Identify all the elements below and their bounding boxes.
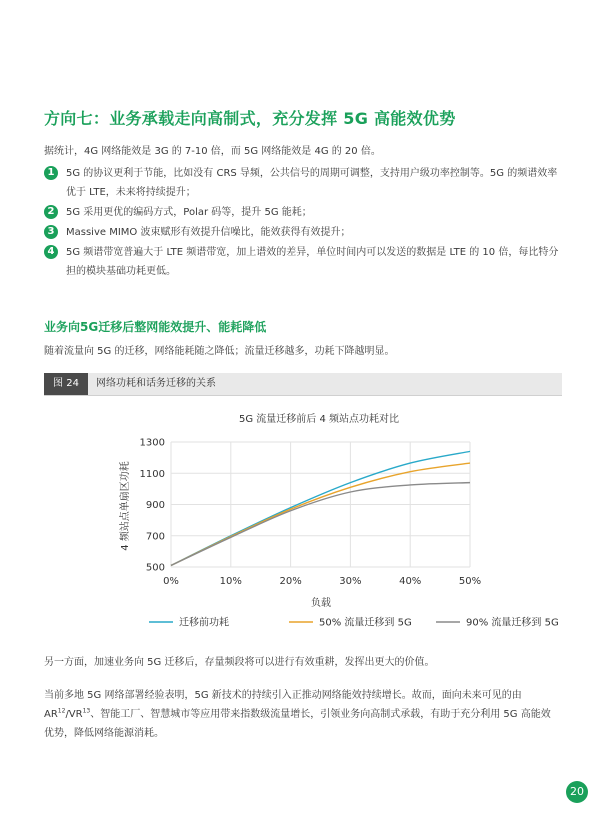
- intro-paragraph: 据统计，4G 网络能效是 3G 的 7-10 倍，而 5G 网络能效是 4G 的 20 倍。: [44, 146, 381, 157]
- figure-label: 图 24: [44, 373, 88, 395]
- chart-grid: [171, 442, 470, 567]
- conclusion-text-1: 当前多地 5G 网络部署经验表明，5G 新技术的持续引入正推动网络能效持续增长。故而，面向未来可见的由 AR: [44, 690, 522, 720]
- numbered-list: [44, 164, 564, 282]
- list-item-text: 5G 采用更优的编码方式，Polar 码等，提升 5G 能耗；: [66, 207, 312, 218]
- list-item: [44, 223, 564, 242]
- y-tick-label: 500: [145, 562, 165, 574]
- list-number-badge: 4: [44, 245, 58, 259]
- series-line-2: [171, 463, 470, 565]
- paragraph-refarming: 另一方面，加速业务向 5G 迁移后，存量频段将可以进行有效重耕，发挥出更大的价值。: [44, 657, 435, 668]
- conclusion-text-2: /VR: [65, 709, 83, 720]
- x-tick-label: 20%: [279, 576, 302, 587]
- list-number-badge: 1: [44, 166, 58, 180]
- page-number-badge: 20: [566, 781, 588, 803]
- figure-caption-bar: [44, 373, 562, 396]
- x-tick-label: 10%: [219, 576, 242, 587]
- legend-label-2: 50% 流量迁移到 5G: [319, 617, 412, 629]
- list-item: [44, 243, 564, 281]
- footnote-ref-13[interactable]: 13: [82, 707, 91, 715]
- x-tick-label: 30%: [339, 576, 362, 587]
- chart-title: 5G 流量迁移前后 4 频站点功耗对比: [238, 414, 400, 425]
- y-tick-label: 1100: [139, 468, 165, 480]
- chart-ticks: [140, 438, 482, 588]
- list-item: [44, 203, 564, 222]
- chart-legend: [149, 616, 559, 629]
- subsection-paragraph: 随着流量向 5G 的迁移，网络能耗随之降低；流量迁移越多，功耗下降越明显。: [44, 346, 395, 357]
- x-tick-label: 0%: [163, 576, 179, 587]
- legend-label-3: 90% 流量迁移到 5G: [466, 617, 559, 629]
- footnote-ref-12[interactable]: 12: [57, 707, 66, 715]
- legend-label-1: 迁移前功耗: [179, 617, 229, 629]
- power-consumption-chart: [44, 400, 562, 640]
- list-number-badge: 2: [44, 205, 58, 219]
- list-item-text: Massive MIMO 波束赋形有效提升信噪比，能效获得有效提升；: [66, 227, 351, 238]
- x-tick-label: 40%: [399, 576, 422, 587]
- x-tick-label: 50%: [458, 576, 482, 587]
- subsection-heading: 业务向5G迁移后整网能效提升、能耗降低: [44, 320, 267, 334]
- figure-title: 网络功耗和话务迁移的关系: [96, 378, 216, 389]
- list-item-text: 5G 频谱带宽普遍大于 LTE 频谱带宽，加上谱效的差异，单位时间内可以发送的数据是 LTE 的 10 倍，每比特分担的模块基础功耗更低。: [66, 247, 559, 277]
- y-tick-label: 700: [145, 531, 165, 543]
- list-item-text: 5G 的协议更利于节能，比如没有 CRS 导频，公共信号的周期可调整，支持用户级功率控制等。5G 的频谱效率优于 LTE，未来将持续提升；: [66, 168, 558, 198]
- y-tick-label: 900: [145, 500, 165, 511]
- list-number-badge: 3: [44, 225, 58, 239]
- conclusion-text-3: 、智能工厂、智慧城市等应用带来指数级流量增长，引领业务向高制式承载，有助于充分利用 5G 高能效优势，降低网络能源消耗。: [44, 709, 551, 739]
- y-tick-label: 1300: [139, 437, 165, 449]
- x-axis-label: 负载: [311, 598, 331, 609]
- chart-lines: [171, 451, 470, 565]
- section-heading: 方向七：业务承载走向高制式，充分发挥 5G 高能效优势: [44, 109, 456, 128]
- y-axis-label: 4 频站点单扇区功耗: [120, 461, 131, 551]
- paragraph-conclusion: [44, 686, 560, 743]
- list-item: [44, 164, 564, 202]
